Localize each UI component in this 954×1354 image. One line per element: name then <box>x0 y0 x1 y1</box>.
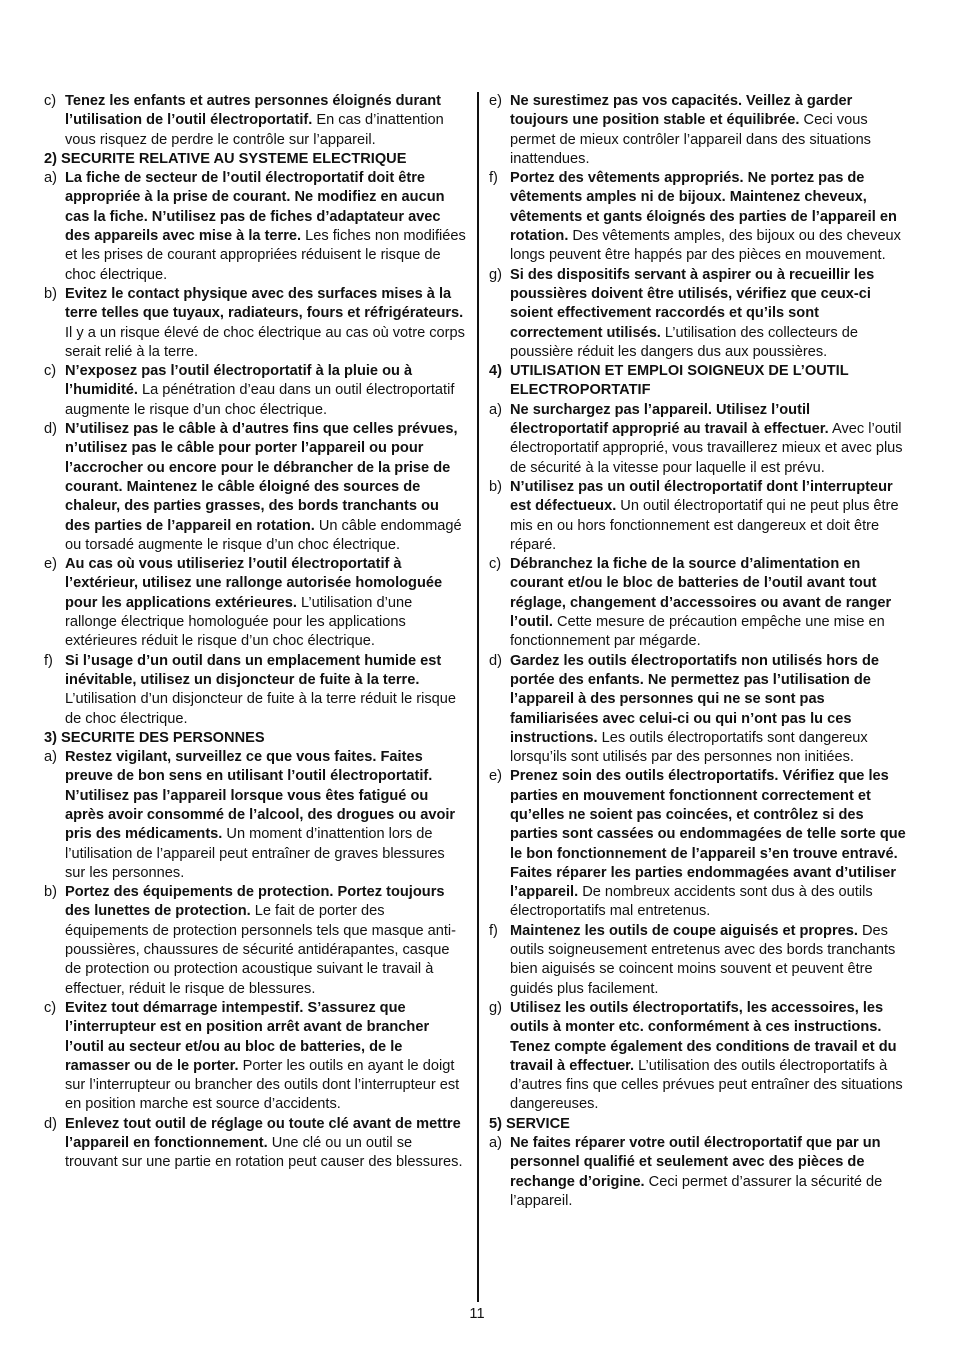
item-explanation: L’utilisation d’un disjoncteur de fuite à la terre réduit le risque de choc électrique. <box>65 691 457 727</box>
item-marker: c) <box>44 93 57 109</box>
item-marker: a) <box>489 1135 502 1152</box>
list-item <box>489 92 911 169</box>
list-item <box>489 652 911 768</box>
item-marker: g) <box>489 999 502 1016</box>
item-marker: c) <box>44 363 57 380</box>
item-marker: f) <box>489 922 498 939</box>
list-item <box>489 922 911 999</box>
item-bold-instruction: N’utilisez pas un outil électroportatif dont l’interrupteur est défectueux. <box>510 478 893 515</box>
list-item <box>489 1134 911 1211</box>
item-bold-instruction: Portez des vêtements appropriés. Ne portez pas de vêtements amples ni de bijoux. Maintenez cheveux, vêtements et gants éloignés des parties de l’appareil en rotation. <box>510 170 897 245</box>
item-explanation: De nombreux accidents sont dus à des outils électroportatifs mal entretenus. <box>510 884 873 920</box>
list-item <box>489 999 911 1115</box>
section-heading-text: UTILISATION ET EMPLOI SOIGNEUX DE L’OUTIL ELECTROPORTATIF <box>510 363 849 399</box>
item-explanation: Les fiches non modifiées et les prises de courant appropriées réduisent le risque de choc électrique. <box>65 228 466 283</box>
list-item <box>489 169 911 265</box>
item-bold-instruction: Portez des équipements de protection. Portez toujours des lunettes de protection. <box>65 884 445 920</box>
item-explanation: L’utilisation des collecteurs de poussière réduit les dangers dus aux poussières. <box>510 324 859 360</box>
item-bold-instruction: La fiche de secteur de l’outil électroportatif doit être appropriée à la prise de courant. Ne modifiez en aucun cas la fiche. N’utilisez pas de fiches d’adaptateur avec des appareils avec mise à la terre. <box>65 170 445 245</box>
item-marker: d) <box>44 1115 57 1132</box>
list-item <box>44 652 466 729</box>
list-item <box>489 401 911 478</box>
list-item <box>489 555 911 651</box>
item-explanation: Porter les outils en ayant le doigt sur l’interrupteur ou brancher des outils dont l’interrupteur est en position marche est source d’accidents. <box>65 1057 460 1113</box>
section-heading: 2) SECURITE RELATIVE AU SYSTEME ELECTRIQUE <box>44 150 407 167</box>
item-explanation: Un outil électroportatif qui ne peut plus être mis en ou hors fonctionnement est dangereux et doit être réparé. <box>510 498 899 553</box>
list-item <box>44 362 466 420</box>
item-marker: f) <box>44 652 53 669</box>
item-marker: e) <box>44 556 57 573</box>
list-item <box>44 883 466 999</box>
item-bold-instruction: Tenez les enfants et autres personnes éloignés durant l’utilisation de l’outil électroportatif. <box>65 93 442 129</box>
item-marker: g) <box>489 266 502 283</box>
item-marker: c) <box>44 999 57 1016</box>
item-explanation: Ceci vous permet de mieux contrôler l’appareil dans des situations inattendues. <box>510 112 871 167</box>
item-marker: a) <box>44 749 57 766</box>
item-explanation: Cette mesure de précaution empêche une mise en fonctionnement par mégarde. <box>510 614 885 650</box>
item-marker: a) <box>489 401 502 418</box>
list-item <box>489 767 911 921</box>
item-marker: f) <box>489 170 498 187</box>
item-marker: e) <box>489 768 502 785</box>
item-bold-instruction: Ne surestimez pas vos capacités. Veillez à garder toujours une position stable et équilibrée. <box>510 93 853 129</box>
item-marker: b) <box>44 884 57 901</box>
item-explanation: Ceci permet d’assurer la sécurité de l’appareil. <box>510 1173 883 1209</box>
section-heading <box>489 362 911 401</box>
list-item <box>44 999 466 1115</box>
item-marker: b) <box>44 285 57 302</box>
item-marker: d) <box>489 652 502 669</box>
section-heading: 3) SECURITE DES PERSONNES <box>44 729 265 746</box>
item-explanation: Le fait de porter des équipements de protection personnels tels que masque anti-poussières, chaussures de sécurité antidérapantes, casque de protection ou protection acoustique suivant le travail à effectuer, réduit le risque de blessures. <box>65 903 457 997</box>
section-heading: 5) SERVICE <box>489 1115 570 1132</box>
item-explanation: Une clé ou un outil se trouvant sur une partie en rotation peut causer des blessures. <box>65 1135 463 1171</box>
item-explanation: Des vêtements amples, des bijoux ou des cheveux longs peuvent être happés par des pièces en mouvement. <box>510 228 901 264</box>
right-column <box>489 92 911 1211</box>
item-bold-instruction: Au cas où vous utiliseriez l’outil électroportatif à l’extérieur, utilisez une rallonge autorisée homologuée pour les applications extérieures. <box>65 556 443 611</box>
list-item <box>489 478 911 555</box>
item-explanation: Il y a un risque élevé de choc électrique au cas où votre corps serait relié à la terre. <box>65 324 465 360</box>
list-item <box>44 748 466 883</box>
item-bold-instruction: Enlevez tout outil de réglage ou toute clé avant de mettre l’appareil en fonctionnement. <box>65 1115 461 1152</box>
item-explanation: L’utilisation des outils électroportatifs à d’autres fins que celles prévues peut entraîner des situations dangereuses. <box>510 1057 903 1113</box>
list-item <box>44 92 466 150</box>
item-bold-instruction: Utilisez les outils électroportatifs, les accessoires, les outils à monter etc. conformément à ces instructions. Tenez compte également des conditions de travail et du travail à effectuer. <box>510 999 897 1074</box>
page-number: 11 <box>469 1306 485 1322</box>
section-number: 4) <box>489 363 502 380</box>
item-explanation: L’utilisation d’une rallonge électrique homologuée pour les applications extérieures réduit le risque d’un choc électrique. <box>65 594 413 650</box>
item-bold-instruction: Ne faites réparer votre outil électroportatif que par un personnel qualifié et seulement avec des pièces de rechange d’origine. <box>510 1135 881 1190</box>
item-bold-instruction: Prenez soin des outils électroportatifs. Vérifiez que les parties en mouvement fonctionnent correctement et qu’elles ne soient pas coincées, et contrôlez si des parties sont cassées ou endommagées de telle sorte que le bon fonctionnement de l’appareil s’en trouve entravé. Faites réparer les parties endommagées avant d’utiliser l’appareil. <box>510 768 906 901</box>
item-bold-instruction: Restez vigilant, surveillez ce que vous faites. Faites preuve de bon sens en utilisant l’outil électroportatif. N’utilisez pas l’appareil lorsque vous êtes fatigué ou après avoir consommé de l’alcool, des drogues ou avoir pris des médicaments. <box>65 749 456 843</box>
item-explanation: Un câble endommagé ou torsadé augmente le risque d’un choc électrique. <box>65 517 462 553</box>
item-bold-instruction: Si l’usage d’un outil dans un emplacement humide est inévitable, utilisez un disjoncteur de fuite à la terre. <box>65 652 442 688</box>
item-marker: e) <box>489 93 502 109</box>
list-item <box>489 266 911 362</box>
item-explanation: Les outils électroportatifs sont dangereux lorsqu’ils sont utilisés par des personnes non initiées. <box>510 729 868 766</box>
item-explanation: Un moment d’inattention lors de l’utilisation de l’appareil peut entraîner de graves blessures sur les personnes. <box>65 826 445 881</box>
list-item <box>44 285 466 362</box>
item-marker: d) <box>44 421 57 438</box>
item-marker: c) <box>489 556 502 573</box>
item-bold-instruction: N’exposez pas l’outil électroportatif à la pluie ou à l’humidité. <box>65 363 413 399</box>
list-item <box>44 169 466 285</box>
item-bold-instruction: Evitez tout démarrage intempestif. S’assurez que l’interrupteur est en position arrêt avant de brancher l’outil au secteur et/ou au bloc de batteries, de le ramasser ou de le porter. <box>65 999 430 1074</box>
left-column <box>44 92 466 1173</box>
item-bold-instruction: Maintenez les outils de coupe aiguisés et propres. <box>510 922 858 939</box>
list-item <box>44 420 466 555</box>
item-bold-instruction: Gardez les outils électroportatifs non utilisés hors de portée des enfants. Ne permettez pas l’utilisation de l’appareil à des personnes qui ne se sont pas familiarisées avec celui-ci ou qui n’ont pas lu ces instructions. <box>510 652 879 746</box>
item-explanation: Des outils soigneusement entretenus avec des bords tranchants bien aiguisés se coincent moins souvent et peuvent être guidés plus facilement. <box>510 922 896 997</box>
item-explanation: En cas d’inattention vous risquez de perdre le contrôle sur l’appareil. <box>65 112 444 148</box>
column-divider <box>477 92 479 1302</box>
list-item <box>44 555 466 651</box>
item-marker: b) <box>489 478 502 495</box>
item-bold-instruction: Si des dispositifs servant à aspirer ou à recueillir les poussières doivent être utilisés, vérifiez que ceux-ci soient effectivement raccordés et qu’ils sont correctement utilisés. <box>510 266 875 341</box>
item-explanation: Avec l’outil électroportatif approprié, vous travaillerez mieux et avec plus de sécurité à la vitesse pour laquelle il est prévu. <box>510 421 903 476</box>
item-bold-instruction: Ne surchargez pas l’appareil. Utilisez l’outil électroportatif approprié au travail à effectuer. <box>510 401 829 438</box>
list-item <box>44 1115 466 1173</box>
item-explanation: La pénétration d’eau dans un outil électroportatif augmente le risque d’un choc électrique. <box>65 382 455 418</box>
item-bold-instruction: Débranchez la fiche de la source d’alimentation en courant et/ou le bloc de batteries de l’outil avant tout réglage, changement d’accessoires ou avant de ranger l’outil. <box>510 556 892 631</box>
item-bold-instruction: N’utilisez pas le câble à d’autres fins que celles prévues, n’utilisez pas le câble pour porter l’appareil ou pour l’accrocher ou encore pour le débrancher de la prise de courant. Maintenez le câble éloigné des sources de chaleur, des parties grasses, des bords tranchants ou des parties de l’appareil en rotation. <box>65 421 458 534</box>
item-marker: a) <box>44 170 57 187</box>
item-bold-instruction: Evitez le contact physique avec des surfaces mises à la terre telles que tuyaux, radiateurs, fours et réfrigérateurs. <box>65 285 464 322</box>
